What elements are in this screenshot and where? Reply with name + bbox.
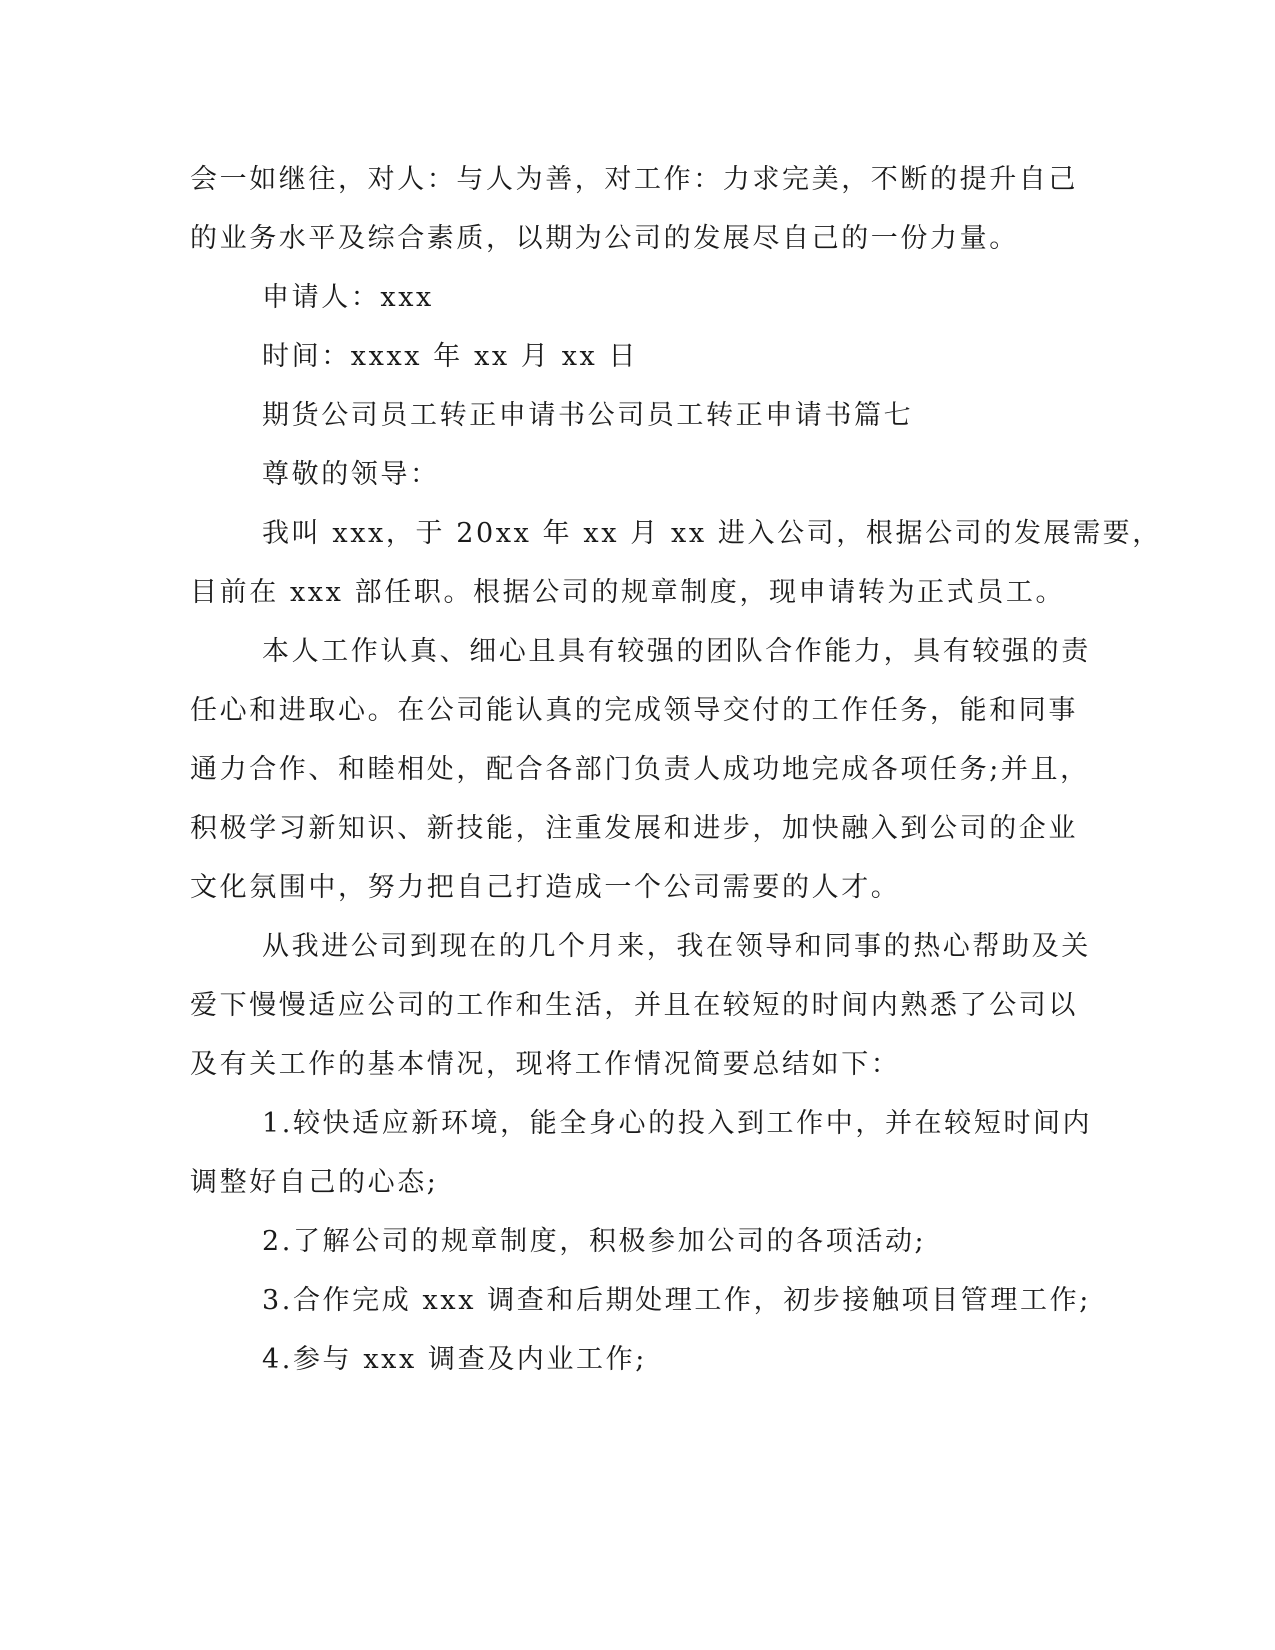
list-item-continuation: 调整好自己的心态; [190,1167,439,1198]
paragraph-line: 通力合作、和睦相处，配合各部门负责人成功地完成各项任务;并且， [190,754,1090,785]
salutation: 尊敬的领导： [262,459,440,490]
paragraph-line: 本人工作认真、细心且具有较强的团队合作能力，具有较强的责 [262,636,1091,667]
paragraph-line: 我叫 xxx，于 20xx 年 xx 月 xx 进入公司，根据公司的发展需要， [262,518,1162,549]
paragraph-line: 任心和进取心。在公司能认真的完成领导交付的工作任务，能和同事 [190,695,1078,726]
paragraph-line: 会一如继往，对人：与人为善，对工作：力求完美，不断的提升自己 [190,164,1078,195]
paragraph-line: 爱下慢慢适应公司的工作和生活，并且在较短的时间内熟悉了公司以 [190,990,1078,1021]
section-heading: 期货公司员工转正申请书公司员工转正申请书篇七 [262,400,914,431]
list-item: 2.了解公司的规章制度，积极参加公司的各项活动; [262,1226,927,1257]
list-item: 1.较快适应新环境，能全身心的投入到工作中，并在较短时间内 [262,1108,1093,1139]
paragraph-line: 的业务水平及综合素质，以期为公司的发展尽自己的一份力量。 [190,223,1019,254]
paragraph-line: 从我进公司到现在的几个月来，我在领导和同事的热心帮助及关 [262,931,1091,962]
paragraph-line: 积极学习新知识、新技能，注重发展和进步，加快融入到公司的企业 [190,813,1078,844]
date-line: 时间：xxxx 年 xx 月 xx 日 [262,341,639,372]
list-item: 3.合作完成 xxx 调查和后期处理工作，初步接触项目管理工作; [262,1285,1091,1316]
applicant-line: 申请人：xxx [262,282,434,313]
list-item: 4.参与 xxx 调查及内业工作; [262,1344,647,1375]
paragraph-line: 文化氛围中，努力把自己打造成一个公司需要的人才。 [190,872,901,903]
paragraph-line: 及有关工作的基本情况，现将工作情况简要总结如下： [190,1049,901,1080]
paragraph-line: 目前在 xxx 部任职。根据公司的规章制度，现申请转为正式员工。 [190,577,1066,608]
